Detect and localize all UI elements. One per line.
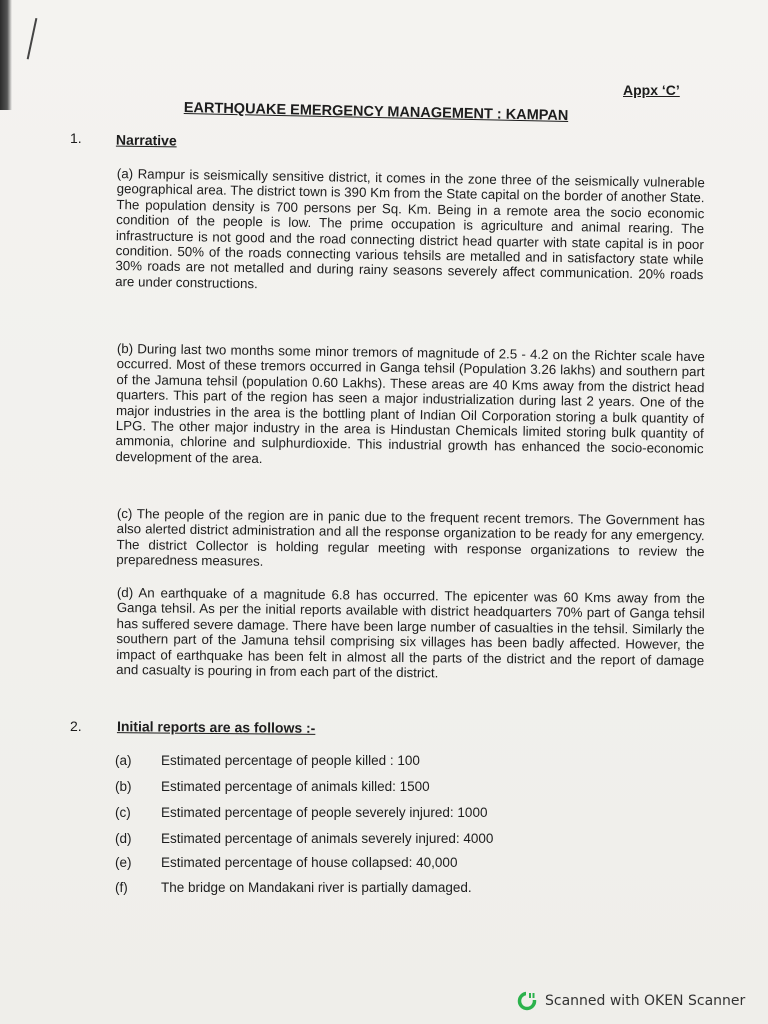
scanner-watermark [517, 990, 745, 1012]
report-item-text: Estimated percentage of people killed : 100 [161, 753, 420, 768]
report-item-label: (b) [115, 779, 132, 794]
appendix-label: Appx ‘C’ [623, 82, 680, 98]
section-2-number: 2. [70, 718, 82, 734]
report-item-text: Estimated percentage of animals severely injured: 4000 [161, 831, 494, 846]
paragraph-b: (b) During last two months some minor tremors of magnitude of 2.5 - 4.2 on the Richter scale have occurred. Most of these tremors occurred in Ganga tehsil (Population 3.26 lakhs) and southern part of the Jamuna tehsil (population 0.60 Lakhs). These areas are 40 Kms away from the district head quarters. This part of the region has seen a major industrialization during last 2 years. One of the major industries in the area is the bottling plant of Indian Oil Corporation storing a bulk quantity of LPG. The other major industry in the area is Hindustan Chemicals limited storing bulk quantity of ammonia, chlorine and sulphurdioxide. This industrial growth has enhanced the socio-economic development of the area. [115, 341, 705, 466]
paragraph-a: (a) Rampur is seismically sensitive district, it comes in the zone three of the seismically vulnerable geographical area. The district town is 390 Km from the State capital on the border of another State. The population density is 700 persons per Sq. Km. Being in a remote area the socio economic condition of the people is low. The prime occupation is agriculture and animal rearing. The infrastructure is not good and the road connecting district head quarter with state capital is in poor condition. 50% of the roads connecting various tehsils are metalled and in satisfactory state while 30% roads are not metalled and during rainy seasons severely affect communication. 20% roads are under constructions. [115, 166, 705, 292]
oken-scanner-icon [517, 991, 537, 1011]
paragraph-c: (c) The people of the region are in panic due to the frequent recent tremors. The Government has also alerted district administration and all the response organization to be ready for any emergency. The district Collector is holding regular meeting with response organizations to review the preparedness measures. [116, 506, 705, 570]
scan-edge-shadow [0, 0, 12, 110]
report-item-label: (e) [115, 855, 132, 870]
paragraph-d: (d) An earthquake of a magnitude 6.8 has occurred. The epicenter was 60 Kms away from the Ganga tehsil. As per the initial reports available with district headquarters 70% part of Ganga tehsil has suffered severe damage. There have been large number of casualties in the tehsil. Similarly the southern part of the Jamuna tehsil comprising six villages has been badly affected. However, the impact of earthquake has been felt in almost all the parts of the district and the report of damage and casualty is pouring in from each part of the district. [116, 585, 705, 681]
section-1-heading: Narrative [115, 131, 177, 149]
document-title: EARTHQUAKE EMERGENCY MANAGEMENT : KAMPAN [183, 100, 569, 125]
section-2-heading: Initial reports are as follows :- [116, 718, 316, 736]
report-item-label: (d) [115, 831, 132, 846]
report-item [115, 831, 493, 846]
section-1-number: 1. [70, 130, 82, 146]
report-item-label: (c) [115, 805, 131, 820]
report-item [115, 855, 457, 870]
report-item [115, 753, 420, 768]
pencil-mark [27, 18, 41, 60]
report-item-text: The bridge on Mandakani river is partially damaged. [161, 880, 472, 895]
report-item [115, 880, 472, 895]
scanner-watermark-text: Scanned with OKEN Scanner [545, 993, 746, 1009]
report-item-label: (f) [115, 880, 128, 895]
report-item [115, 805, 487, 820]
report-item-text: Estimated percentage of people severely injured: 1000 [161, 805, 488, 820]
report-item [115, 779, 430, 794]
report-item-text: Estimated percentage of house collapsed: 40,000 [161, 855, 458, 870]
report-item-text: Estimated percentage of animals killed: 1500 [161, 779, 430, 794]
report-item-label: (a) [115, 753, 132, 768]
